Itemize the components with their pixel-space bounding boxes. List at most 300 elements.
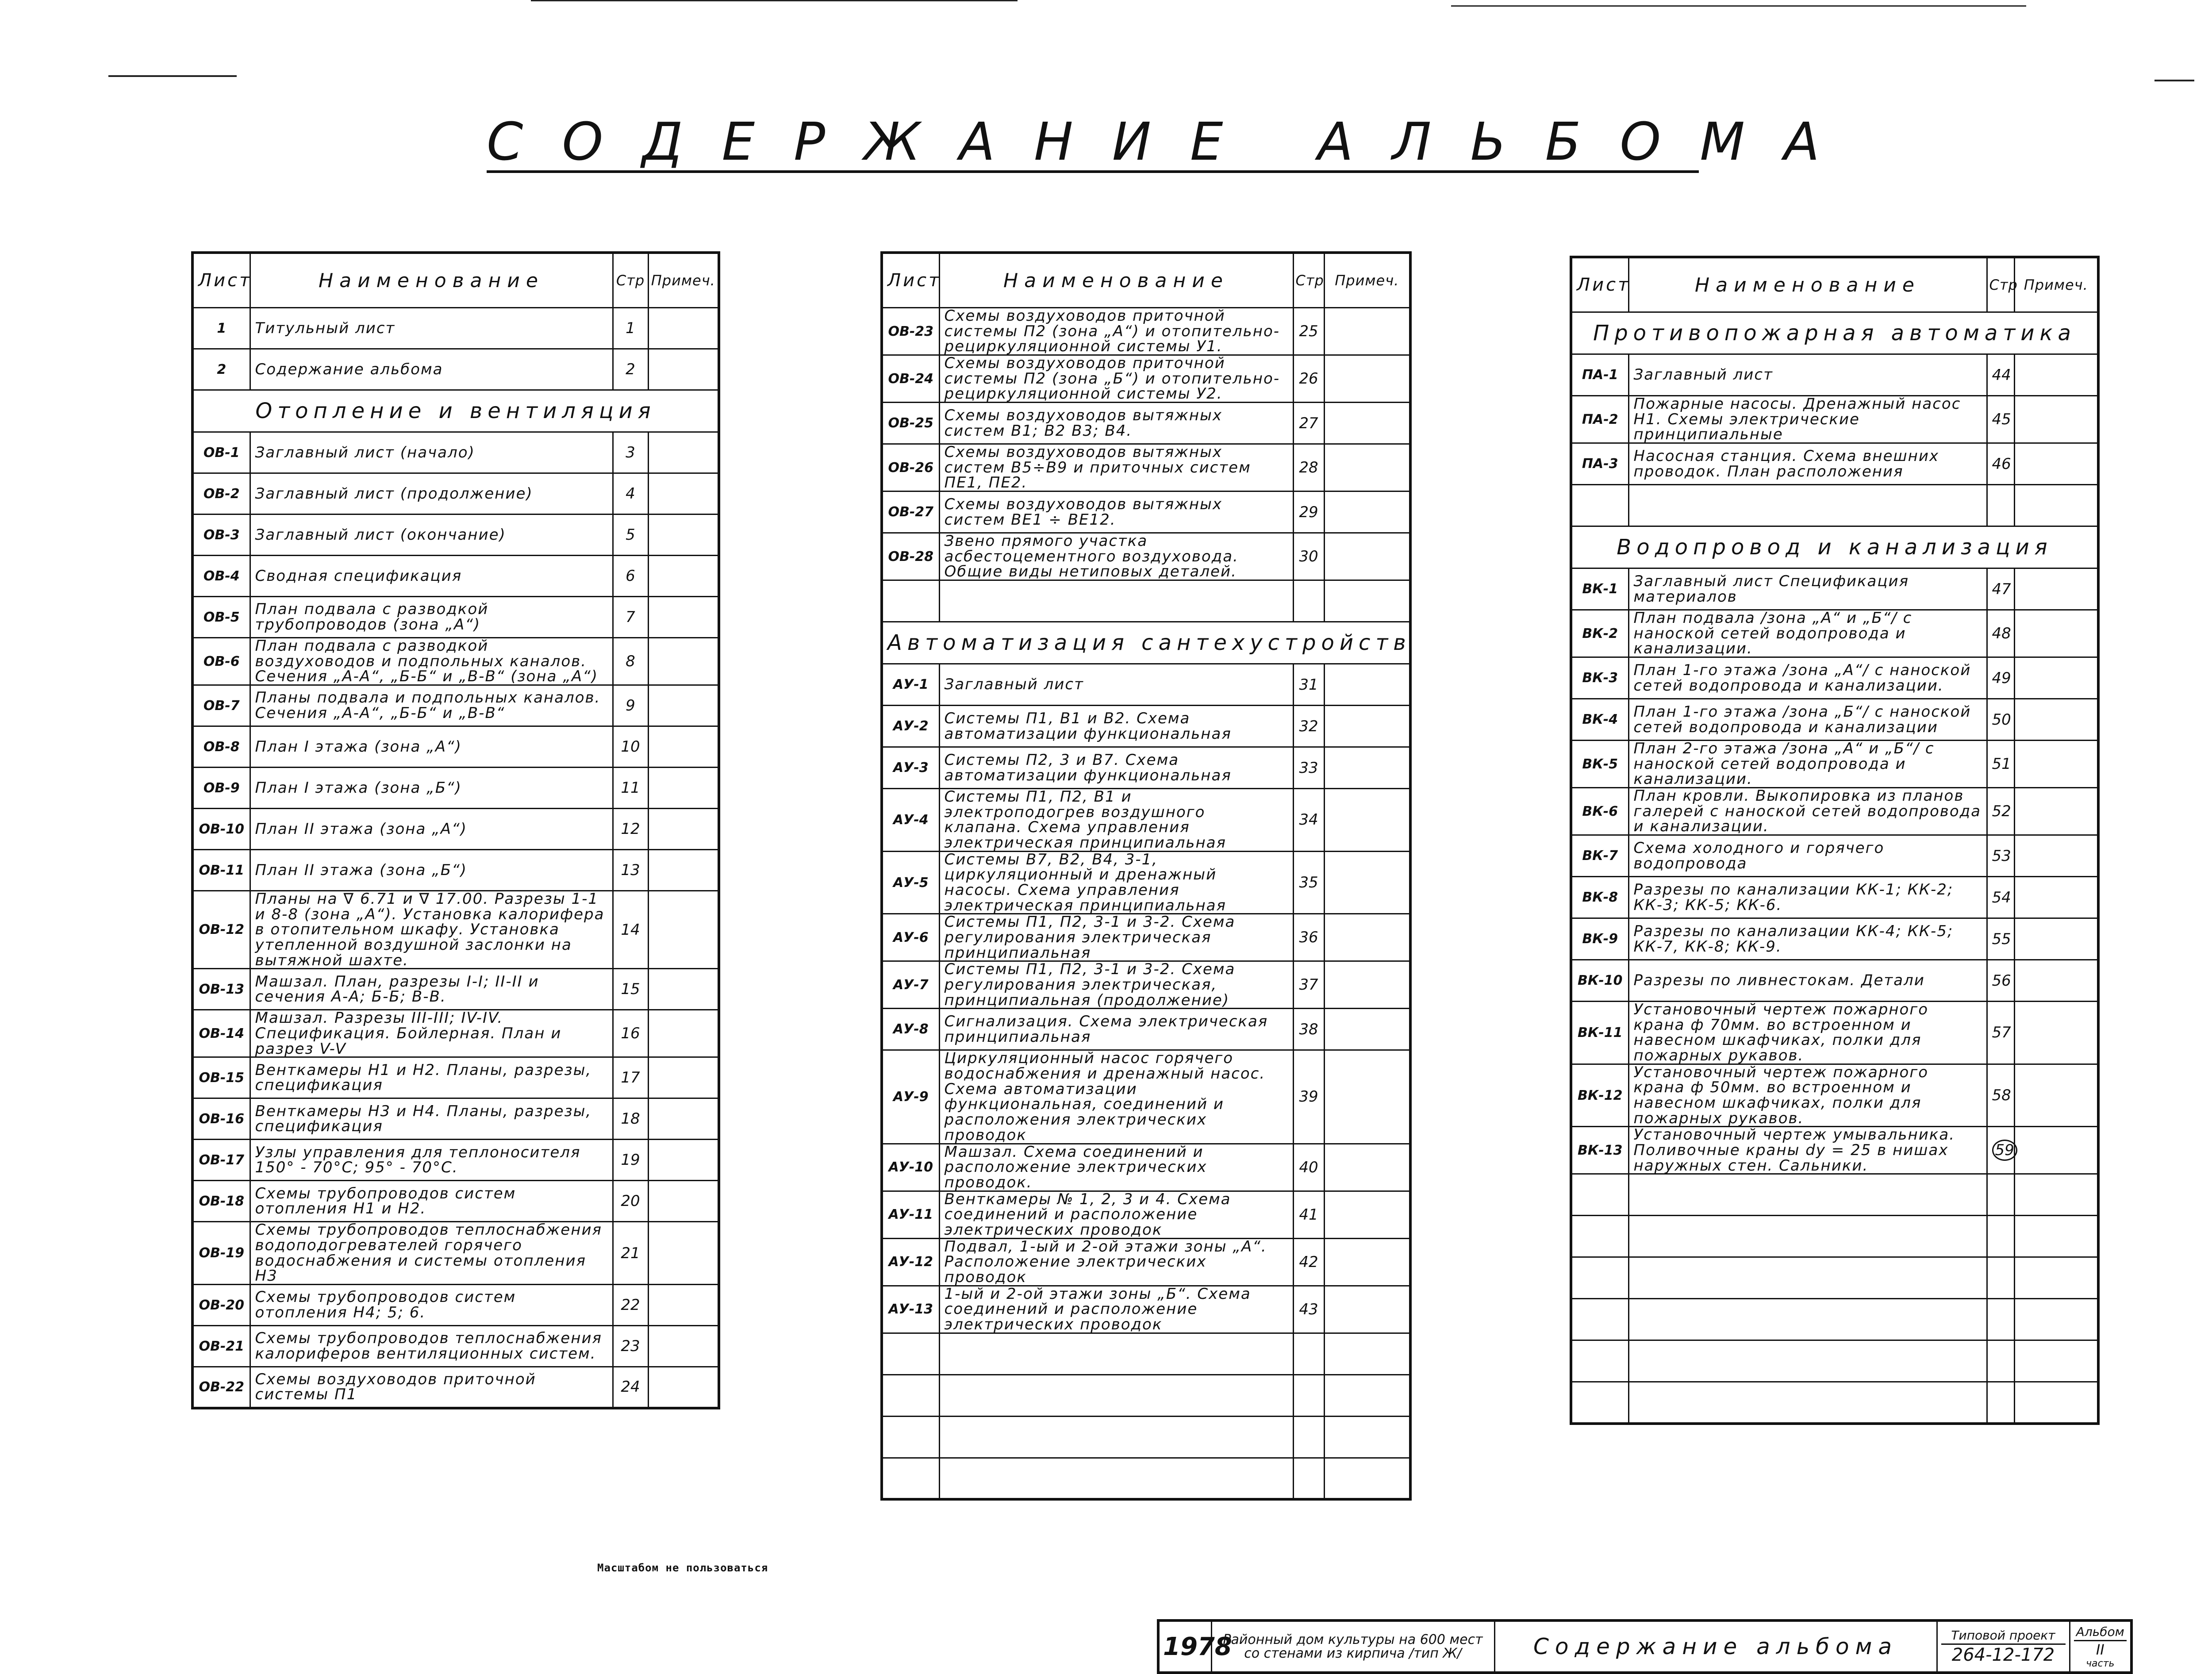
section-title: Автоматизация сантехустройств [882,622,1410,664]
note-cell [648,349,719,390]
stamp-album [2070,1620,2131,1673]
table-row [1571,699,2098,741]
table-row [882,747,1410,789]
table-row [1571,1382,2098,1424]
table-row [1571,485,2098,526]
table-row [882,580,1410,622]
sheet-name: Схемы воздуховодов вытяжных систем В5÷В9 и приточных систем ПЕ1, ПЕ2. [939,444,1293,491]
sheet-name: Системы П2, 3 и В7. Схема автоматизации функциональная [939,747,1293,789]
sheet-name [939,1333,1293,1375]
sheet-name: Насосная станция. Схема внешних проводок. План расположения [1628,443,1987,485]
sheet-name: Сигнализация. Схема электрическая принципиальная [939,1009,1293,1050]
table-row [192,432,719,473]
sheet-name: Системы В7, В2, В4, 3-1, циркуляционный и дренажный насосы. Схема управления электрическая принципиальная [939,851,1293,914]
sheet-code: ОВ-20 [192,1285,250,1326]
note-cell [2014,568,2098,610]
note-cell [2014,1127,2098,1174]
sheet-code: ОВ-10 [192,809,250,850]
table-row [1571,1127,2098,1174]
page-number: 20 [613,1181,648,1222]
note-cell [2014,699,2098,741]
table-row [192,1140,719,1181]
note-cell [1324,664,1410,706]
sheet-name: План I этажа (зона „А“) [250,726,613,768]
sheet-code: ВК-4 [1571,699,1628,741]
header-note: Примеч. [648,253,719,308]
note-cell [2014,610,2098,657]
sheet-code: ОВ-3 [192,514,250,556]
sheet-name [1628,1216,1987,1257]
table-row [192,1057,719,1098]
page-number [1293,1375,1324,1416]
page-number: 51 [1987,741,2014,788]
table-row [882,961,1410,1009]
sheet-code [1571,1257,1628,1299]
note-cell [1324,961,1410,1009]
page-number: 43 [1293,1286,1324,1333]
sheet-name: Схемы воздуховодов приточной системы П1 [250,1367,613,1408]
note-cell [648,1285,719,1326]
sheet-code: ПА-1 [1571,354,1628,396]
note-cell [1324,1009,1410,1050]
page-number: 15 [613,969,648,1010]
note-cell [2014,1382,2098,1424]
note-cell [2014,443,2098,485]
header-code: Лист [192,253,250,308]
sheet-code: ОВ-8 [192,726,250,768]
sheet-code: АУ-5 [882,851,939,914]
table-row [192,1098,719,1140]
sheet-name: Заглавный лист Спецификация материалов [1628,568,1987,610]
table-row [192,1010,719,1057]
note-cell [2014,1340,2098,1382]
sheet-name [939,1458,1293,1499]
sheet-name: План II этажа (зона „Б“) [250,850,613,891]
page-number: 36 [1293,914,1324,961]
page-number: 45 [1987,396,2014,443]
page-number: 6 [613,556,648,597]
page-number: 14 [613,891,648,969]
sheet-name: Машзал. Схема соединений и расположение электрических проводок. [939,1144,1293,1191]
note-cell [1324,1191,1410,1238]
table-row [1571,610,2098,657]
sheet-name: Схемы трубопроводов теплоснабжения калориферов вентиляционных систем. [250,1326,613,1367]
note-cell [648,1010,719,1057]
page-number: 46 [1987,443,2014,485]
page-number: 1 [613,308,648,349]
table-row [882,355,1410,403]
sheet-name: План подвала с разводкой трубопроводов (зона „А“) [250,597,613,638]
page-number [1293,1333,1324,1375]
sheet-code: АУ-1 [882,664,939,706]
note-cell [1324,491,1410,533]
table-row [882,444,1410,491]
page-number: 31 [1293,664,1324,706]
sheet-name: Сводная спецификация [250,556,613,597]
header-name: Наименование [1628,257,1987,312]
sheet-name: Планы на ∇ 6.71 и ∇ 17.00. Разрезы 1-1 и 8-8 (зона „А“). Установка калорифера в отопительном шкафу. Установка утепленной воздушной заслонки на вытяжной шахте. [250,891,613,969]
sheet-code [1571,1340,1628,1382]
sheet-code [1571,1216,1628,1257]
sheet-code: ОВ-27 [882,491,939,533]
table-row [192,1181,719,1222]
sheet-name: Установочный чертеж пожарного крана ф 50мм. во встроенном и навесном шкафчиках, полки для пожарных рукавов. [1628,1064,1987,1127]
note-cell [1324,580,1410,622]
sheet-name: Схемы трубопроводов систем отопления Н4; 5; 6. [250,1285,613,1326]
sheet-code: АУ-3 [882,747,939,789]
note-cell [648,308,719,349]
note-cell [1324,1050,1410,1144]
sheet-code [882,1375,939,1416]
sheet-name: Схемы воздуховодов вытяжных систем ВЕ1 ÷ ВЕ12. [939,491,1293,533]
note-cell [648,685,719,726]
table-row [192,726,719,768]
table-row [192,969,719,1010]
note-cell [648,768,719,809]
sheet-name: Системы П1, В1 и В2. Схема автоматизации функциональная [939,706,1293,747]
sheet-name: Схемы трубопроводов теплоснабжения водоподогревателей горячего водоснабжения и системы отопления Н3 [250,1222,613,1285]
stamp-object: Районный дом культуры на 600 мест со стенами из кирпича /тип Ж/ [1211,1620,1494,1673]
sheet-code: ПА-2 [1571,396,1628,443]
page-number [1987,1174,2014,1216]
sheet-code: АУ-4 [882,789,939,852]
scan-mark [2154,80,2194,81]
section-header-row [1571,526,2098,568]
note-cell [2014,657,2098,699]
table-row [192,768,719,809]
sheet-name [1628,1299,1987,1340]
page-number: 55 [1987,918,2014,960]
page-number: 13 [613,850,648,891]
table-row [882,403,1410,444]
page-number: 53 [1987,835,2014,877]
sheet-code: ВК-12 [1571,1064,1628,1127]
table-row [882,1333,1410,1375]
note-cell [1324,308,1410,355]
table-row [1571,396,2098,443]
table-row [882,789,1410,852]
stamp-project-caption: Типовой проект [1941,1628,2066,1645]
note-cell [2014,354,2098,396]
table-row [192,809,719,850]
sheet-name: Узлы управления для теплоносителя 150° - 70°С; 95° - 70°С. [250,1140,613,1181]
table-row [882,1458,1410,1499]
sheet-code: АУ-7 [882,961,939,1009]
section-header-row [882,622,1410,664]
note-cell [2014,485,2098,526]
page-number: 44 [1987,354,2014,396]
table-row [1571,741,2098,788]
page-number: 48 [1987,610,2014,657]
sheet-code: ОВ-4 [192,556,250,597]
sheet-code: ВК-10 [1571,960,1628,1002]
page-number: 2 [613,349,648,390]
page-number: 12 [613,809,648,850]
sheet-name [1628,1340,1987,1382]
page-number: 16 [613,1010,648,1057]
table-row [1571,354,2098,396]
table-row [1571,877,2098,918]
sheet-code: ОВ-9 [192,768,250,809]
table-row [882,851,1410,914]
sheet-name: Содержание альбома [250,349,613,390]
page-number: 33 [1293,747,1324,789]
sheet-name: План подвала /зона „А“ и „Б“/ с наноской сетей водопровода и канализации. [1628,610,1987,657]
sheet-name: Схемы воздуховодов приточной системы П2 (зона „Б“) и отопительно-рециркуляционной системы У2. [939,355,1293,403]
toc-table-middle [880,251,1412,1501]
sheet-code: ВК-13 [1571,1127,1628,1174]
stamp-project [1937,1620,2070,1673]
table-row [1571,1216,2098,1257]
table-row [192,850,719,891]
sheet-code: ОВ-2 [192,473,250,514]
table-row [1571,1002,2098,1064]
page-number [1987,1216,2014,1257]
page-number: 34 [1293,789,1324,852]
note-cell [648,1222,719,1285]
table-row [1571,1174,2098,1216]
sheet-code: ОВ-5 [192,597,250,638]
page-number: 5 [613,514,648,556]
sheet-name: Заглавный лист (продолжение) [250,473,613,514]
stamp-part: часть [2086,1658,2115,1669]
note-cell [2014,877,2098,918]
note-cell [1324,355,1410,403]
note-cell [2014,788,2098,835]
scale-note: Масштабом не пользоваться [597,1562,768,1574]
note-cell [2014,1257,2098,1299]
sheet-name: Венткамеры Н3 и Н4. Планы, разрезы, спецификация [250,1098,613,1140]
note-cell [2014,960,2098,1002]
page-number [1987,1299,2014,1340]
table-row [192,597,719,638]
stamp-album-caption: Альбом [2074,1624,2127,1641]
table-row [192,514,719,556]
note-cell [2014,835,2098,877]
sheet-code: ОВ-1 [192,432,250,473]
note-cell [2014,396,2098,443]
sheet-code: ОВ-18 [192,1181,250,1222]
table-row [882,491,1410,533]
sheet-code: ВК-5 [1571,741,1628,788]
note-cell [1324,1238,1410,1286]
note-cell [1324,444,1410,491]
sheet-name: Схемы трубопроводов систем отопления Н1 и Н2. [250,1181,613,1222]
page-number: 52 [1987,788,2014,835]
sheet-code: АУ-13 [882,1286,939,1333]
page-number: 10 [613,726,648,768]
page-number: 9 [613,685,648,726]
sheet-name: Подвал, 1-ый и 2-ой этажи зоны „А“. Расположение электрических проводок [939,1238,1293,1286]
sheet-code: ОВ-21 [192,1326,250,1367]
note-cell [648,432,719,473]
table-row [192,1367,719,1408]
table-row [192,1222,719,1285]
page-number: 7 [613,597,648,638]
note-cell [648,850,719,891]
sheet-code: ОВ-17 [192,1140,250,1181]
sheet-name [1628,1174,1987,1216]
note-cell [1324,851,1410,914]
table-row [882,533,1410,580]
page-number: 38 [1293,1009,1324,1050]
page-number: 47 [1987,568,2014,610]
table-row [192,891,719,969]
table-row [1571,1064,2098,1127]
sheet-code [1571,1382,1628,1424]
note-cell [648,597,719,638]
sheet-name: Системы П1, П2, 3-1 и 3-2. Схема регулирования электрическая принципиальная [939,914,1293,961]
table-row [882,664,1410,706]
sheet-name: Установочный чертеж пожарного крана ф 70мм. во встроенном и навесном шкафчиках, полки для пожарных рукавов. [1628,1002,1987,1064]
sheet-code: ОВ-11 [192,850,250,891]
stamp-sheet-title: Содержание альбома [1494,1620,1937,1673]
page-number [1987,1340,2014,1382]
sheet-code: ОВ-13 [192,969,250,1010]
sheet-code: ВК-1 [1571,568,1628,610]
page-number: 8 [613,638,648,685]
sheet-code: ОВ-23 [882,308,939,355]
sheet-name: Установочный чертеж умывальника. Поливочные краны dу = 25 в нишах наружных стен. Сальники. [1628,1127,1987,1174]
note-cell [648,1326,719,1367]
sheet-name: 1-ый и 2-ой этажи зоны „Б“. Схема соединений и расположение электрических проводок [939,1286,1293,1333]
sheet-name: Схема холодного и горячего водопровода [1628,835,1987,877]
sheet-code [882,1333,939,1375]
page-number [1987,1127,2014,1174]
sheet-code [882,1458,939,1499]
sheet-name: Схемы воздуховодов вытяжных систем В1; В2 В3; В4. [939,403,1293,444]
page-number: 37 [1293,961,1324,1009]
sheet-code: ОВ-7 [192,685,250,726]
title-block [1157,1619,2133,1674]
table-row [192,1326,719,1367]
sheet-code [1571,1299,1628,1340]
sheet-name [1628,1257,1987,1299]
sheet-name: План подвала с разводкой воздуховодов и подпольных каналов. Сечения „А-А“, „Б-Б“ и „В-В“ (зона „А“) [250,638,613,685]
page-number: 22 [613,1285,648,1326]
page-number: 25 [1293,308,1324,355]
sheet-code: ОВ-28 [882,533,939,580]
note-cell [2014,918,2098,960]
stamp-project-number: 264-12-172 [1951,1645,2055,1665]
table-row [192,638,719,685]
note-cell [648,514,719,556]
table-row [192,308,719,349]
note-cell [648,1367,719,1408]
page-title: СОДЕРЖАНИЕ АЛЬБОМА [487,111,1859,172]
page-number: 32 [1293,706,1324,747]
sheet-code: АУ-6 [882,914,939,961]
section-title: Водопровод и канализация [1571,526,2098,568]
note-cell [648,1098,719,1140]
sheet-code: АУ-10 [882,1144,939,1191]
sheet-code: ВК-6 [1571,788,1628,835]
table-row [1571,568,2098,610]
page-number: 57 [1987,1002,2014,1064]
header-page: Стр [613,253,648,308]
sheet-code: ВК-2 [1571,610,1628,657]
sheet-code: ПА-3 [1571,443,1628,485]
sheet-code: ОВ-25 [882,403,939,444]
sheet-code: ОВ-16 [192,1098,250,1140]
page-number: 29 [1293,491,1324,533]
sheet-name: Разрезы по канализации КК-1; КК-2; КК-3; КК-5; КК-6. [1628,877,1987,918]
page-number: 35 [1293,851,1324,914]
table-row [882,308,1410,355]
note-cell [1324,706,1410,747]
header-code: Лист [882,253,939,308]
page-number: 24 [613,1367,648,1408]
sheet-code [882,580,939,622]
sheet-code: АУ-9 [882,1050,939,1144]
sheet-name: Заглавный лист [1628,354,1987,396]
sheet-name: План 1-го этажа /зона „А“/ с наноской сетей водопровода и канализации. [1628,657,1987,699]
note-cell [1324,403,1410,444]
sheet-name: Машзал. План, разрезы I-I; II-II и сечения А-А; Б-Б; В-В. [250,969,613,1010]
table-row [882,1375,1410,1416]
page-number: 4 [613,473,648,514]
table-row [882,1009,1410,1050]
sheet-code: ОВ-19 [192,1222,250,1285]
table-row [1571,1299,2098,1340]
note-cell [648,969,719,1010]
sheet-code: 2 [192,349,250,390]
sheet-name: Венткамеры Н1 и Н2. Планы, разрезы, спецификация [250,1057,613,1098]
sheet-name: План 1-го этажа /зона „Б“/ с наноской сетей водопровода и канализации [1628,699,1987,741]
sheet-code: ВК-9 [1571,918,1628,960]
note-cell [2014,1216,2098,1257]
table-row [192,473,719,514]
sheet-code: ОВ-15 [192,1057,250,1098]
sheet-name: Схемы воздуховодов приточной системы П2 (зона „А“) и отопительно-рециркуляционной системы У1. [939,308,1293,355]
note-cell [648,891,719,969]
table-row [1571,918,2098,960]
page-number: 58 [1987,1064,2014,1127]
header-note: Примеч. [1324,253,1410,308]
sheet-code: ОВ-24 [882,355,939,403]
sheet-name: Пожарные насосы. Дренажный насос Н1. Схемы электрические принципиальные [1628,396,1987,443]
sheet-name: Титульный лист [250,308,613,349]
table-row [192,349,719,390]
table-row [1571,657,2098,699]
page-number [1987,485,2014,526]
note-cell [1324,1375,1410,1416]
note-cell [1324,533,1410,580]
sheet-name [1628,1382,1987,1424]
note-cell [2014,1002,2098,1064]
sheet-code [1571,1174,1628,1216]
note-cell [1324,747,1410,789]
page-number: 42 [1293,1238,1324,1286]
note-cell [2014,1064,2098,1127]
header-name: Наименование [939,253,1293,308]
note-cell [2014,1299,2098,1340]
section-header-row [192,390,719,432]
sheet-name: Заглавный лист (начало) [250,432,613,473]
page-number [1293,1416,1324,1458]
note-cell [1324,914,1410,961]
sheet-code: АУ-8 [882,1009,939,1050]
scan-mark [108,75,237,77]
sheet-name: План I этажа (зона „Б“) [250,768,613,809]
page-number: 11 [613,768,648,809]
table-row [1571,443,2098,485]
sheet-code: ВК-7 [1571,835,1628,877]
note-cell [648,1181,719,1222]
sheet-code: ВК-8 [1571,877,1628,918]
table-row [882,1191,1410,1238]
page-number: 30 [1293,533,1324,580]
